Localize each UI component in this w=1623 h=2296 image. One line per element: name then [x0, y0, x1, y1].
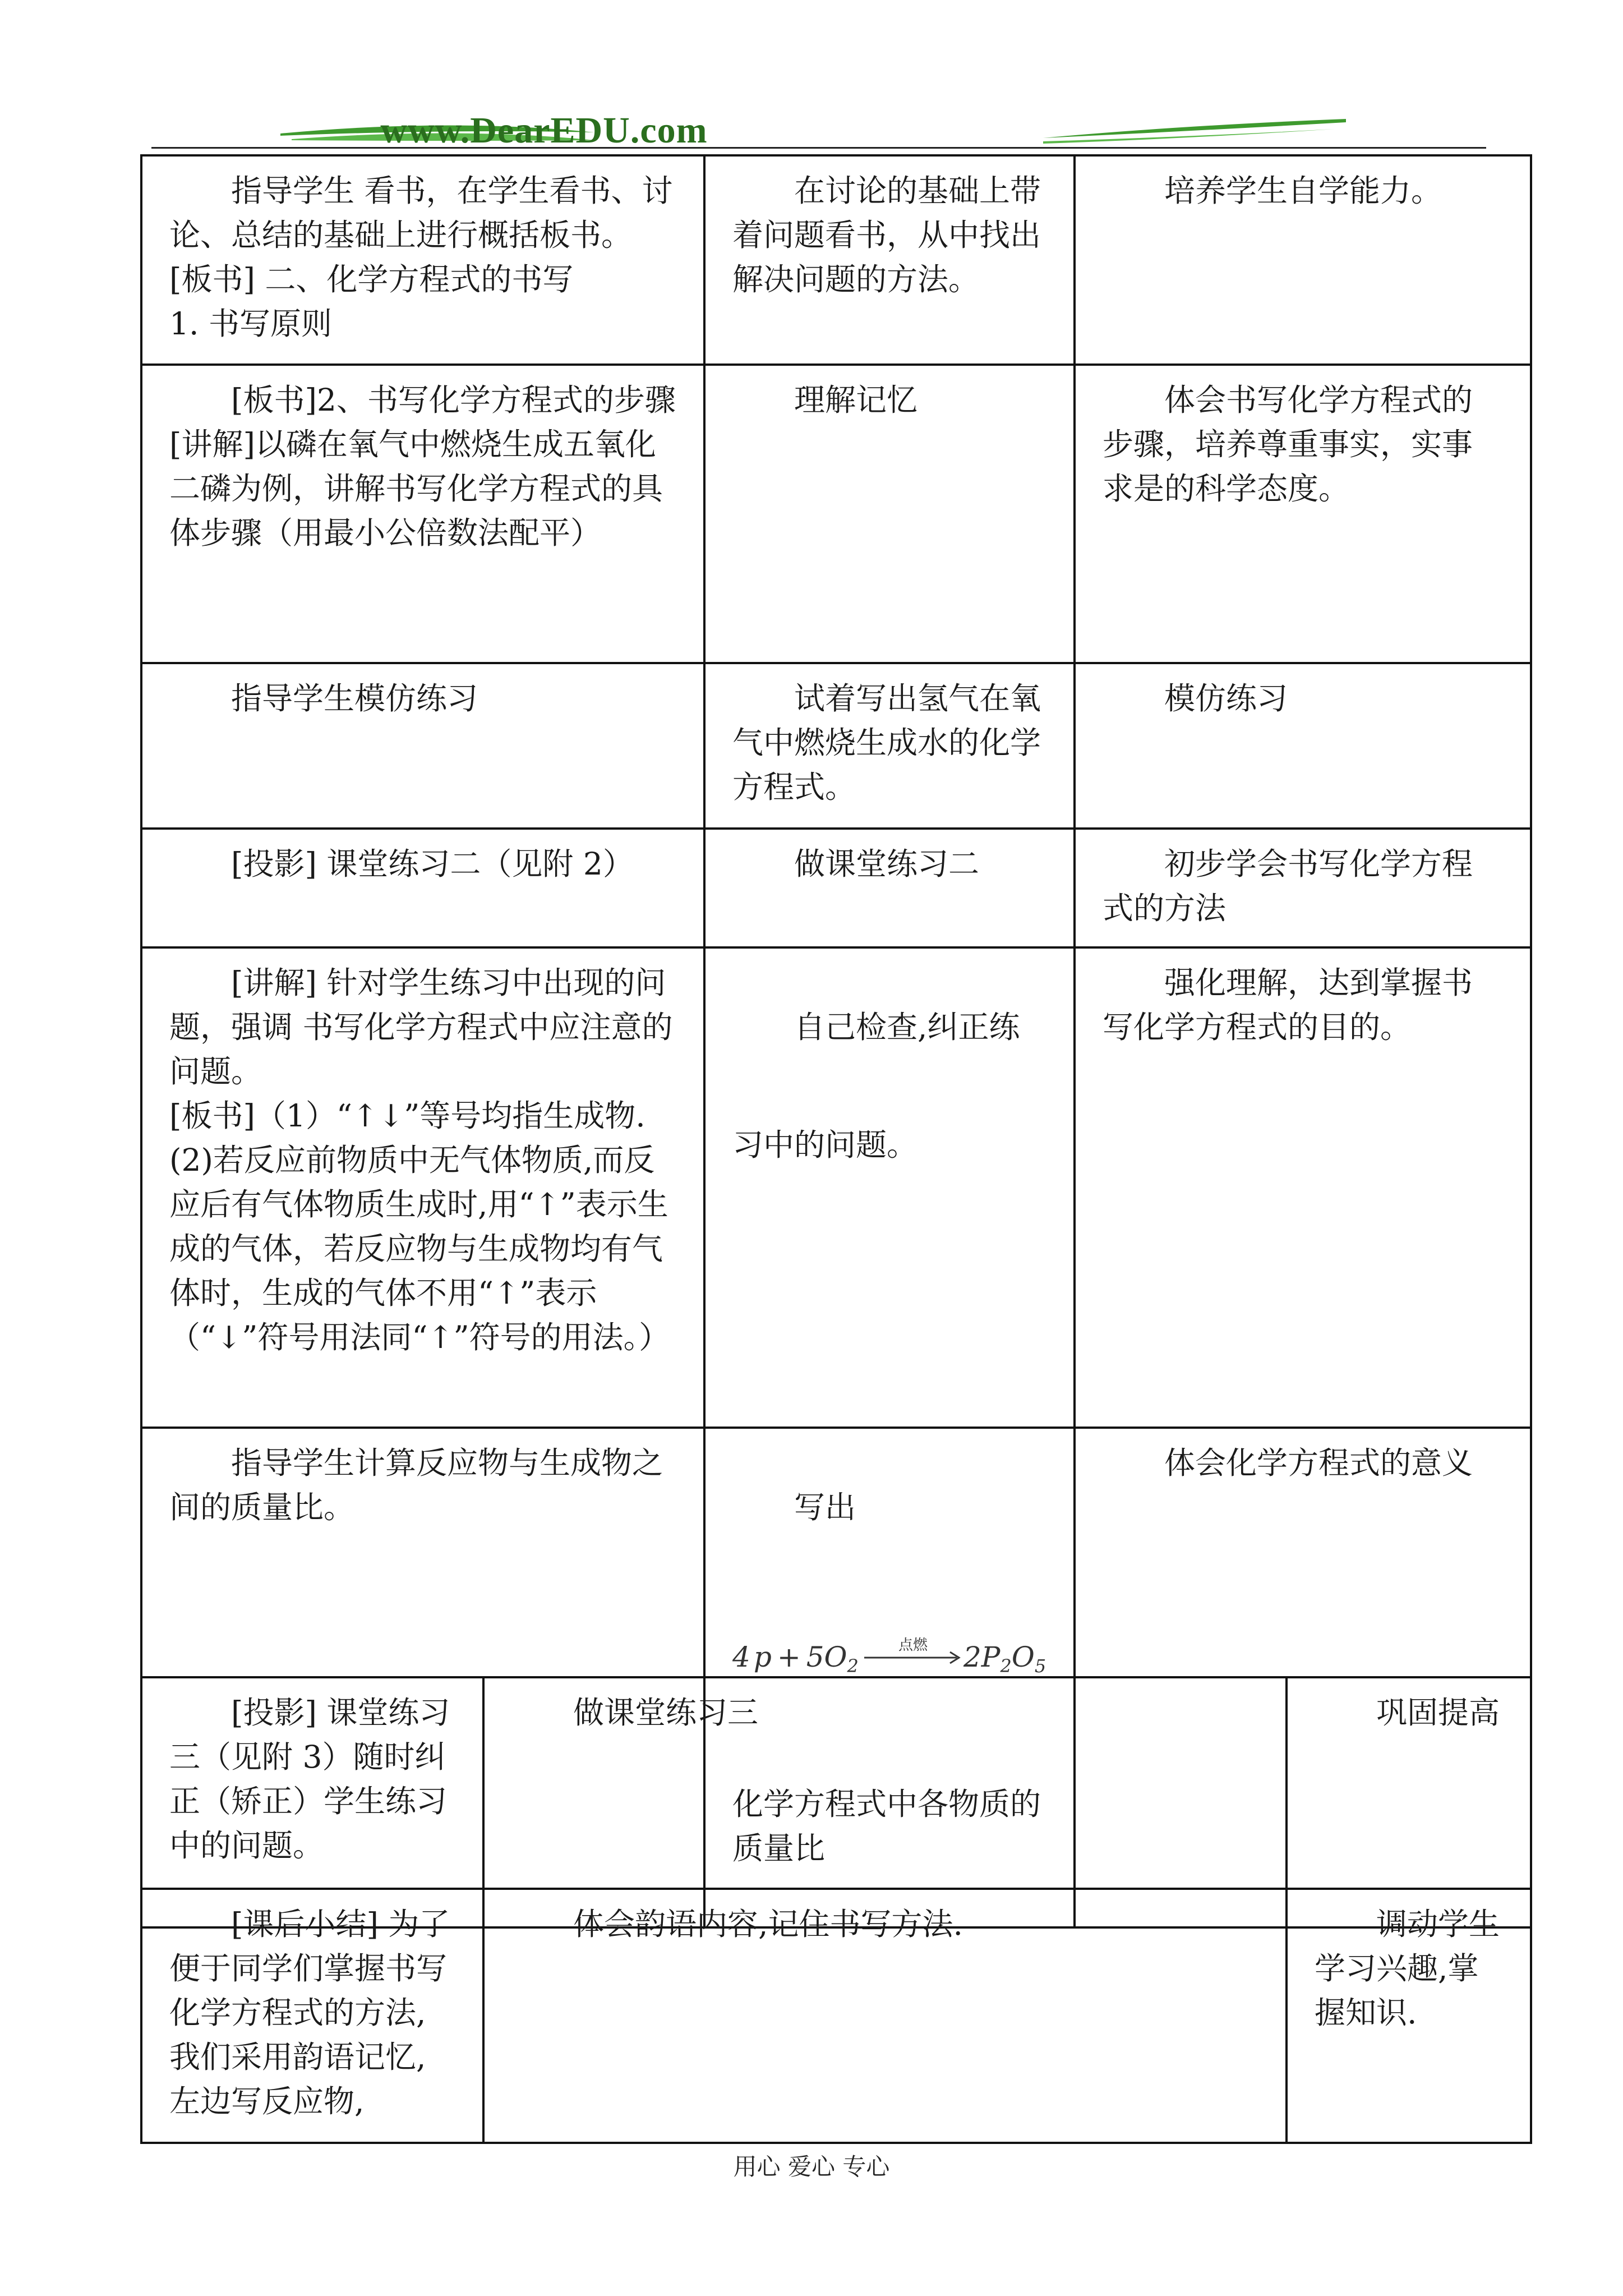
equation-rhs: $2P_2O_5$	[963, 1641, 1046, 1677]
design-intent-cell: 培养学生自学能力。	[1075, 155, 1531, 365]
student-activity-cell: 做课堂练习二	[704, 829, 1075, 947]
page-footer: 用心 爱心 专心	[733, 2153, 890, 2180]
teacher-activity-cell: [投影] 课堂练习三（见附 3）随时纠正（矫正）学生练习中的问题。	[141, 1677, 483, 1889]
design-intent-cell: 初步学会书写化学方程式的方法	[1075, 829, 1531, 947]
table-row	[141, 155, 1531, 365]
student-activity-cell: 在讨论的基础上带着问题看书，从中找出解决问题的方法。	[704, 155, 1075, 365]
teacher-activity-cell: [讲解] 针对学生练习中出现的问题，强调 书写化学方程式中应注意的问题。 [板书]（1）“↑↓”等号均指生成物.(2)若反应前物质中无气体物质,而反应后有气体物质生成时,用“↑”表示生成的气体，若反应物与生成物均有气体时，生成的气体不用“↑”表示（“↓”符号用法同“↑”符号的用法。）	[141, 947, 704, 1428]
student-activity-cell: 自己检查,纠正练 习中的问题。	[704, 947, 1075, 1428]
table-row	[141, 1677, 1531, 1889]
table-row	[141, 663, 1531, 829]
design-intent-cell: 巩固提高	[1287, 1677, 1531, 1889]
teacher-activity-cell: [课后小结] 为了便于同学们掌握书写化学方程式的方法,我们采用韵语记忆,左边写反应物,	[141, 1889, 483, 2143]
table-row	[141, 1889, 1531, 2143]
design-intent-cell: 体会化学方程式的意义	[1075, 1428, 1531, 1927]
student-activity-cell: 做课堂练习三	[483, 1677, 1287, 1889]
design-intent-cell: 强化理解，达到掌握书写化学方程式的目的。	[1075, 947, 1531, 1428]
design-intent-cell: 模仿练习	[1075, 663, 1531, 829]
student-activity-cell: 试着写出氢气在氧气中燃烧生成水的化学方程式。	[704, 663, 1075, 829]
teacher-activity-cell: 指导学生计算反应物与生成物之间的质量比。	[141, 1428, 704, 1927]
header-rule	[151, 147, 1486, 149]
lesson-table-main	[140, 154, 1532, 1929]
equation-lhs: 4 $p + 5O_2$	[732, 1641, 859, 1677]
table-row	[141, 365, 1531, 663]
student-activity-cell: 体会韵语内容,记住书写方法.	[483, 1889, 1287, 2143]
teacher-activity-cell: 指导学生 看书，在学生看书、讨论、总结的基础上进行概括板书。 [板书] 二、化学方程式的书写 1. 书写原则	[141, 155, 704, 365]
teacher-activity-cell: [板书]2、书写化学方程式的步骤 [讲解]以磷在氧气中燃烧生成五氧化二磷为例，讲解书写化学方程式的具体步骤（用最小公倍数法配平）	[141, 365, 704, 663]
equation-graphic	[732, 1634, 1058, 1679]
teacher-activity-cell: 指导学生模仿练习	[141, 663, 704, 829]
design-intent-cell: 体会书写化学方程式的步骤，培养尊重事实，实事求是的科学态度。	[1075, 365, 1531, 663]
equation-condition: 点燃	[898, 1637, 928, 1654]
lesson-table-summary	[140, 1676, 1532, 2144]
site-logo-text: www.DearEDU.com	[380, 110, 708, 151]
design-intent-cell: 调动学生学习兴趣,掌握知识.	[1287, 1889, 1531, 2143]
teacher-activity-cell: [投影] 课堂练习二（见附 2）	[141, 829, 704, 947]
student-activity-cell: 理解记忆	[704, 365, 1075, 663]
table-row	[141, 829, 1531, 947]
student-activity-cell: 写出 4 $p + 5O_2$ 点燃 $2P_2O_5$ 化学方程式中各物质的质量比	[704, 1428, 1075, 1927]
table-row	[141, 947, 1531, 1428]
